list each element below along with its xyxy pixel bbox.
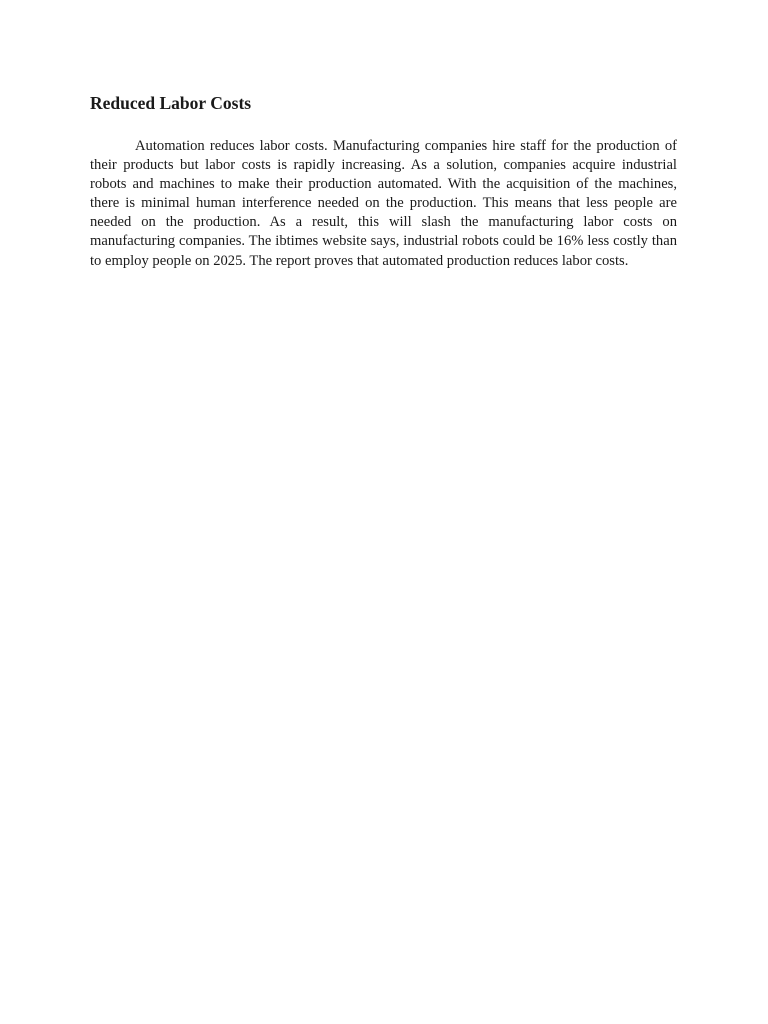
section-heading: Reduced Labor Costs [90,93,252,113]
document-body [90,92,677,271]
body-paragraph: Automation reduces labor costs. Manufacturing companies hire staff for the production of their products but labor costs is rapidly increasing. As a solution, companies acquire industrial robots and machines to make their production automated. With the acquisition of the machines, there is minimal human interference needed on the production. This means that less people are needed on the production. As a result, this will slash the manufacturing labor costs on manufacturing companies. The ibtimes website says, industrial robots could be 16% less costly than to employ people on 2025. The report proves that automated production reduces labor costs. [90,138,677,269]
